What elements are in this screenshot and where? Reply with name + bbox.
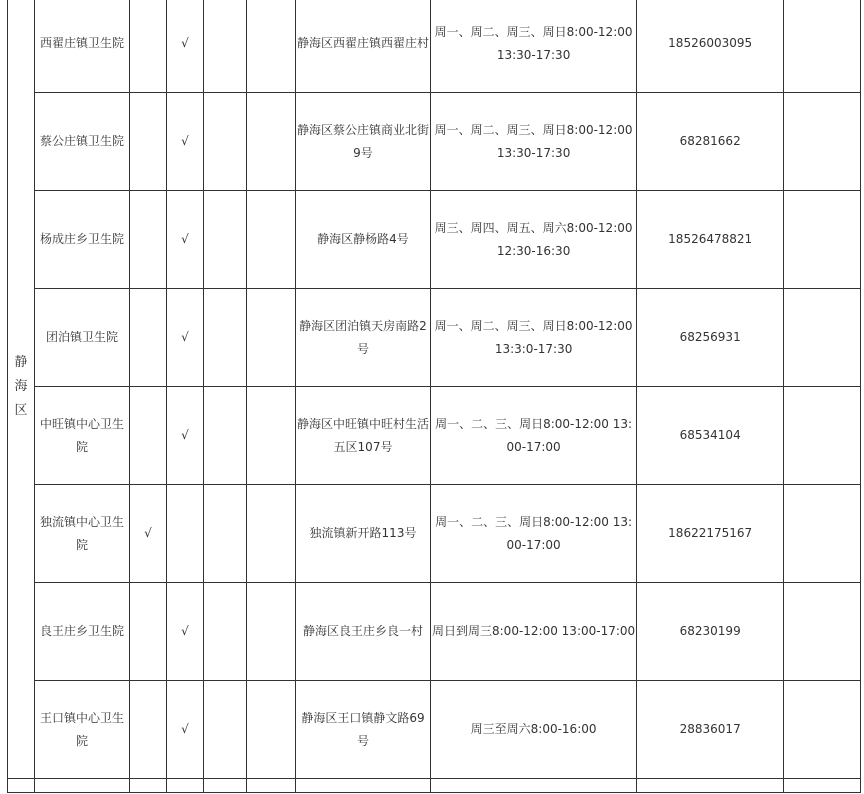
hours-cell: 周日到周三8:00-12:00 13:00-17:00	[431, 583, 637, 681]
empty-cell	[204, 289, 247, 387]
empty-cell	[204, 387, 247, 485]
hospital-name: 良王庄乡卫生院	[35, 583, 130, 681]
mark-cell-a	[130, 681, 167, 779]
empty-cell	[204, 191, 247, 289]
address-cell: 静海区良王庄乡良一村	[296, 583, 431, 681]
table-row	[8, 485, 861, 583]
mark-cell-a	[130, 191, 167, 289]
empty-cell	[8, 779, 35, 793]
empty-cell	[247, 387, 296, 485]
district-cell	[8, 0, 35, 779]
hours-cell: 周一、二、三、周日8:00-12:00 13:00-17:00	[431, 485, 637, 583]
mark-cell-b: √	[167, 583, 204, 681]
hours-cell: 周一、二、三、周日8:00-12:00 13:00-17:00	[431, 387, 637, 485]
empty-cell	[167, 779, 204, 793]
empty-cell	[247, 289, 296, 387]
empty-cell	[247, 485, 296, 583]
address-cell: 静海区王口镇静文路69号	[296, 681, 431, 779]
empty-cell	[204, 93, 247, 191]
empty-cell	[784, 289, 861, 387]
empty-cell	[431, 779, 637, 793]
address-cell: 静海区团泊镇天房南路2号	[296, 289, 431, 387]
empty-cell	[204, 0, 247, 93]
empty-cell	[247, 191, 296, 289]
empty-cell	[784, 681, 861, 779]
table-row	[8, 289, 861, 387]
empty-cell	[247, 779, 296, 793]
empty-cell	[784, 779, 861, 793]
mark-cell-b	[167, 485, 204, 583]
mark-cell-a	[130, 93, 167, 191]
empty-cell	[247, 0, 296, 93]
empty-cell	[784, 583, 861, 681]
address-cell: 独流镇新开路113号	[296, 485, 431, 583]
empty-cell	[204, 681, 247, 779]
empty-cell	[247, 93, 296, 191]
hospital-name: 蔡公庄镇卫生院	[35, 93, 130, 191]
hours-cell: 周一、周二、周三、周日8:00-12:00 13:30-17:30	[431, 93, 637, 191]
hospital-name: 中旺镇中心卫生院	[35, 387, 130, 485]
table-row	[8, 0, 861, 93]
phone-cell: 28836017	[637, 681, 784, 779]
address-cell: 静海区中旺镇中旺村生活五区107号	[296, 387, 431, 485]
hospital-name: 团泊镇卫生院	[35, 289, 130, 387]
district-label: 静海区	[14, 354, 28, 418]
hours-cell: 周一、周二、周三、周日8:00-12:00 13:3:0-17:30	[431, 289, 637, 387]
mark-cell-b: √	[167, 0, 204, 93]
empty-cell	[204, 485, 247, 583]
hospital-name: 独流镇中心卫生院	[35, 485, 130, 583]
mark-cell-b: √	[167, 387, 204, 485]
phone-cell: 68534104	[637, 387, 784, 485]
mark-cell-b: √	[167, 289, 204, 387]
empty-cell	[637, 779, 784, 793]
phone-cell: 18526478821	[637, 191, 784, 289]
mark-cell-b: √	[167, 93, 204, 191]
mark-cell-a	[130, 0, 167, 93]
mark-cell-a	[130, 289, 167, 387]
mark-cell-a: √	[130, 485, 167, 583]
empty-cell	[247, 583, 296, 681]
hours-cell: 周三、周四、周五、周六8:00-12:00 12:30-16:30	[431, 191, 637, 289]
hours-cell: 周一、周二、周三、周日8:00-12:00 13:30-17:30	[431, 0, 637, 93]
table-row	[8, 93, 861, 191]
empty-cell	[296, 779, 431, 793]
empty-cell	[35, 779, 130, 793]
phone-cell: 68281662	[637, 93, 784, 191]
empty-cell	[784, 387, 861, 485]
empty-cell	[204, 583, 247, 681]
hospital-name: 王口镇中心卫生院	[35, 681, 130, 779]
empty-cell	[130, 779, 167, 793]
address-cell: 静海区静杨路4号	[296, 191, 431, 289]
clinic-table	[7, 0, 861, 793]
address-cell: 静海区蔡公庄镇商业北街9号	[296, 93, 431, 191]
phone-cell: 68230199	[637, 583, 784, 681]
phone-cell: 18622175167	[637, 485, 784, 583]
mark-cell-a	[130, 583, 167, 681]
phone-cell: 68256931	[637, 289, 784, 387]
empty-cell	[784, 93, 861, 191]
empty-cell	[784, 485, 861, 583]
table-row	[8, 779, 861, 793]
empty-cell	[247, 681, 296, 779]
empty-cell	[784, 191, 861, 289]
hours-cell: 周三至周六8:00-16:00	[431, 681, 637, 779]
hospital-name: 杨成庄乡卫生院	[35, 191, 130, 289]
table-row	[8, 387, 861, 485]
mark-cell-b: √	[167, 191, 204, 289]
mark-cell-a	[130, 387, 167, 485]
empty-cell	[784, 0, 861, 93]
hospital-name: 西翟庄镇卫生院	[35, 0, 130, 93]
empty-cell	[204, 779, 247, 793]
table-row	[8, 681, 861, 779]
mark-cell-b: √	[167, 681, 204, 779]
table-row	[8, 191, 861, 289]
phone-cell: 18526003095	[637, 0, 784, 93]
address-cell: 静海区西翟庄镇西翟庄村	[296, 0, 431, 93]
table-row	[8, 583, 861, 681]
